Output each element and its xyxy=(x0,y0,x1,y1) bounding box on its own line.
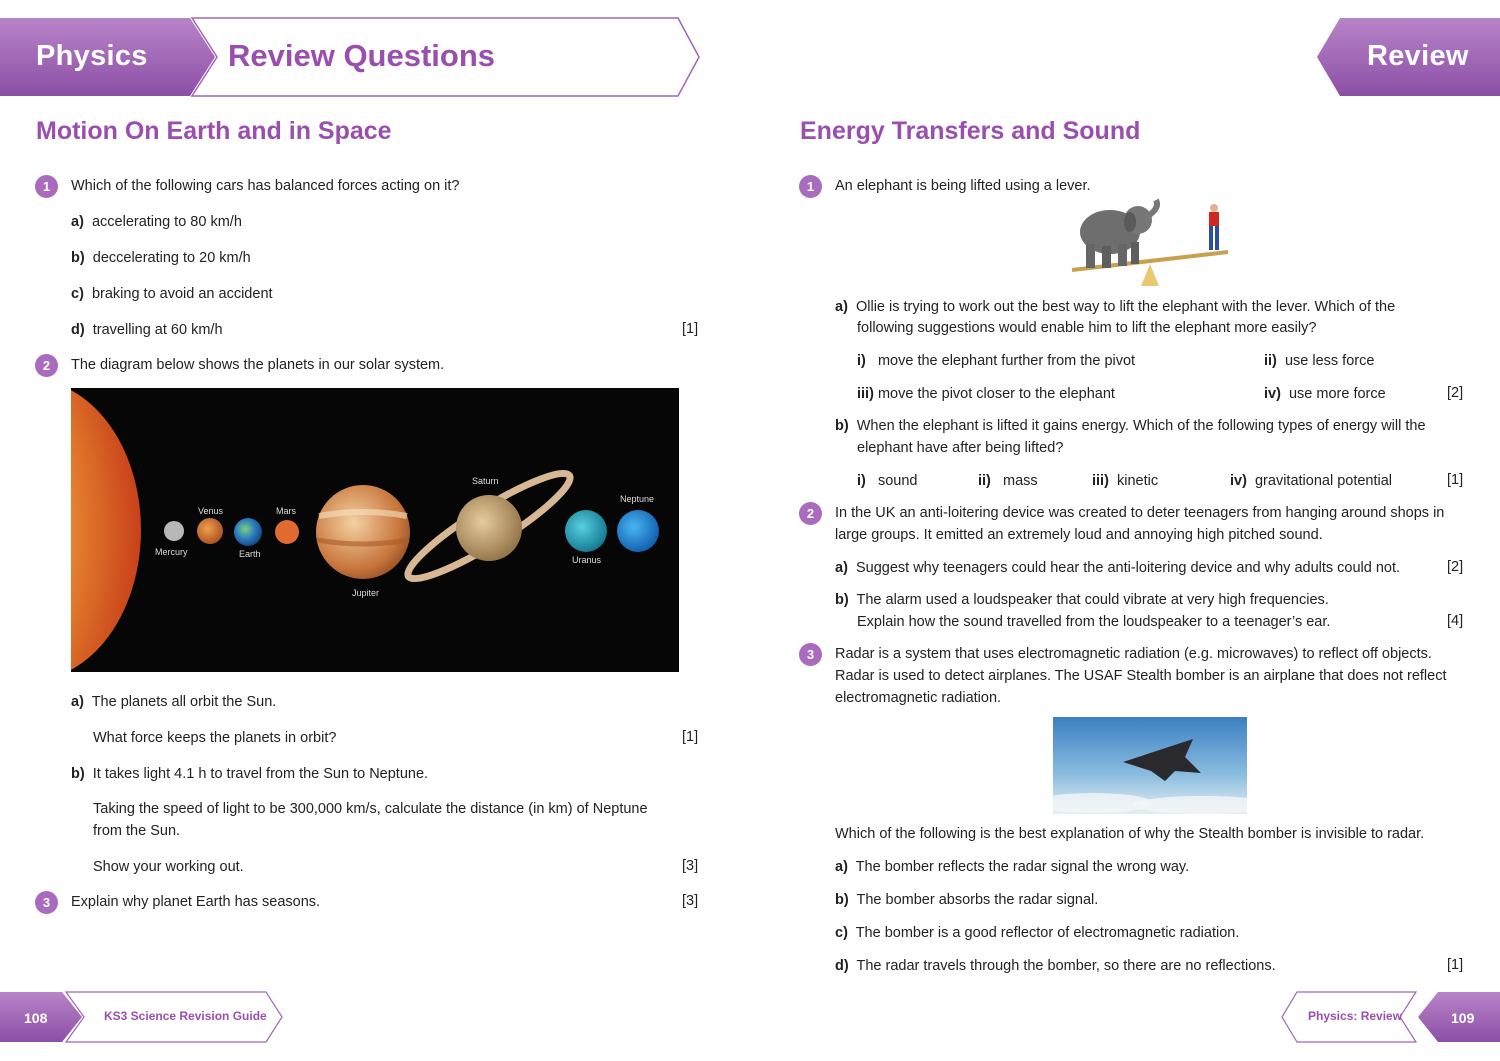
earth-label: Earth xyxy=(239,549,261,559)
part-a: a) The planets all orbit the Sun. xyxy=(71,694,277,710)
part-b-line2: Explain how the sound travelled from the loudspeaker to a teenager’s ear. xyxy=(857,614,1331,630)
option-c: c) braking to avoid an accident xyxy=(71,286,273,302)
neptune xyxy=(617,510,659,552)
mars-label: Mars xyxy=(276,506,296,516)
saturn xyxy=(456,495,522,561)
stealth-bomber-photo xyxy=(1053,717,1247,814)
uranus-label: Uranus xyxy=(572,555,602,565)
suggestion-i: i) move the elephant further from the pivot xyxy=(857,353,1136,369)
question-text: Explain why planet Earth has seasons. xyxy=(71,894,321,910)
part-b: b) When the elephant is lifted it gains energy. Which of the following types of energy will the xyxy=(835,418,1426,434)
question-text-line1: Radar is a system that uses electromagnetic radiation (e.g. microwaves) to reflect off objects. xyxy=(835,646,1432,662)
footer-section: Physics: Review xyxy=(1308,1009,1403,1023)
page-number-right: 109 xyxy=(1451,1010,1475,1026)
energy-option-iii: iii) kinetic xyxy=(1092,473,1159,489)
neptune-label: Neptune xyxy=(620,494,655,504)
pivot xyxy=(1141,264,1159,286)
marks: [1] xyxy=(682,729,699,745)
header-title: Review Questions xyxy=(228,38,496,73)
part-a-question: What force keeps the planets in orbit? xyxy=(93,730,337,746)
marks: [3] xyxy=(682,893,699,909)
question-number: 2 xyxy=(35,354,58,377)
header-review: Review xyxy=(1367,40,1469,72)
option-b: b) The bomber absorbs the radar signal. xyxy=(835,892,1099,908)
marks: [1] xyxy=(682,321,699,337)
right-section-title: Energy Transfers and Sound xyxy=(800,117,1141,145)
question-text-line1: In the UK an anti-loitering device was created to deter teenagers from hanging around shops in xyxy=(835,505,1445,521)
option-d: d) travelling at 60 km/h xyxy=(71,322,223,338)
bomber-question: Which of the following is the best explanation of why the Stealth bomber is invisible to radar. xyxy=(835,826,1425,842)
question-text: Which of the following cars has balanced forces acting on it? xyxy=(71,178,460,194)
header-banner xyxy=(0,0,1500,100)
option-b: b) deccelerating to 20 km/h xyxy=(71,250,251,266)
mercury-label: Mercury xyxy=(155,547,188,557)
part-a-line2: following suggestions would enable him to lift the elephant more easily? xyxy=(857,320,1317,336)
person-icon xyxy=(1209,204,1219,250)
question-number: 2 xyxy=(799,502,822,525)
saturn-label: Saturn xyxy=(472,476,499,486)
footer-book-title: KS3 Science Revision Guide xyxy=(104,1009,267,1023)
question-text: An elephant is being lifted using a lever. xyxy=(835,178,1091,194)
lever-illustration xyxy=(1068,198,1233,290)
uranus xyxy=(565,510,607,552)
marks: [2] xyxy=(1447,385,1464,401)
marks: [1] xyxy=(1447,472,1464,488)
option-a: a) accelerating to 80 km/h xyxy=(71,214,242,230)
header-subject: Physics xyxy=(36,40,148,72)
option-c: c) The bomber is a good reflector of electromagnetic radiation. xyxy=(835,925,1240,941)
part-a: a) Ollie is trying to work out the best way to lift the elephant with the lever. Which of the xyxy=(835,299,1396,315)
page-number-left: 108 xyxy=(24,1010,48,1026)
question-number: 3 xyxy=(799,643,822,666)
part-b: b) The alarm used a loudspeaker that could vibrate at very high frequencies. xyxy=(835,592,1329,608)
marks: [3] xyxy=(682,858,699,874)
suggestion-ii: ii) use less force xyxy=(1264,353,1375,369)
energy-option-ii: ii) mass xyxy=(978,473,1038,489)
option-a: a) The bomber reflects the radar signal the wrong way. xyxy=(835,859,1190,875)
venus-label: Venus xyxy=(198,506,224,516)
left-section-title: Motion On Earth and in Space xyxy=(36,117,392,145)
mars xyxy=(275,520,299,544)
part-b-line2: from the Sun. xyxy=(93,823,181,839)
suggestion-iii: iii) move the pivot closer to the elephant xyxy=(857,386,1115,402)
question-number: 1 xyxy=(35,175,58,198)
part-b-working: Show your working out. xyxy=(93,859,244,875)
venus xyxy=(197,518,223,544)
question-text-line3: electromagnetic radiation. xyxy=(835,690,1002,706)
solar-system-diagram xyxy=(71,388,679,672)
jupiter-label: Jupiter xyxy=(352,588,380,598)
question-number: 3 xyxy=(35,891,58,914)
question-text-line2: Radar is used to detect airplanes. The USAF Stealth bomber is an airplane that does not reflect xyxy=(835,668,1447,684)
part-b-line2: elephant have after being lifted? xyxy=(857,440,1064,456)
question-text: The diagram below shows the planets in our solar system. xyxy=(71,357,445,373)
energy-option-iv: iv) gravitational potential xyxy=(1230,473,1393,489)
jupiter xyxy=(316,485,410,579)
option-d: d) The radar travels through the bomber, so there are no reflections. xyxy=(835,958,1276,974)
marks: [4] xyxy=(1447,613,1464,629)
part-b: b) It takes light 4.1 h to travel from the Sun to Neptune. xyxy=(71,766,429,782)
suggestion-iv: iv) use more force xyxy=(1264,386,1386,402)
earth xyxy=(234,518,262,546)
energy-option-i: i) sound xyxy=(857,473,918,489)
question-text-line2: large groups. It emitted an extremely loud and annoying high pitched sound. xyxy=(835,527,1323,543)
marks: [1] xyxy=(1447,957,1464,973)
mercury xyxy=(164,521,184,541)
elephant-icon xyxy=(1080,200,1157,268)
part-a: a) Suggest why teenagers could hear the anti-loitering device and why adults could not. xyxy=(835,560,1401,576)
part-b-line1: Taking the speed of light to be 300,000 km/s, calculate the distance (in km) of Neptune xyxy=(93,801,648,817)
question-number: 1 xyxy=(799,175,822,198)
marks: [2] xyxy=(1447,559,1464,575)
